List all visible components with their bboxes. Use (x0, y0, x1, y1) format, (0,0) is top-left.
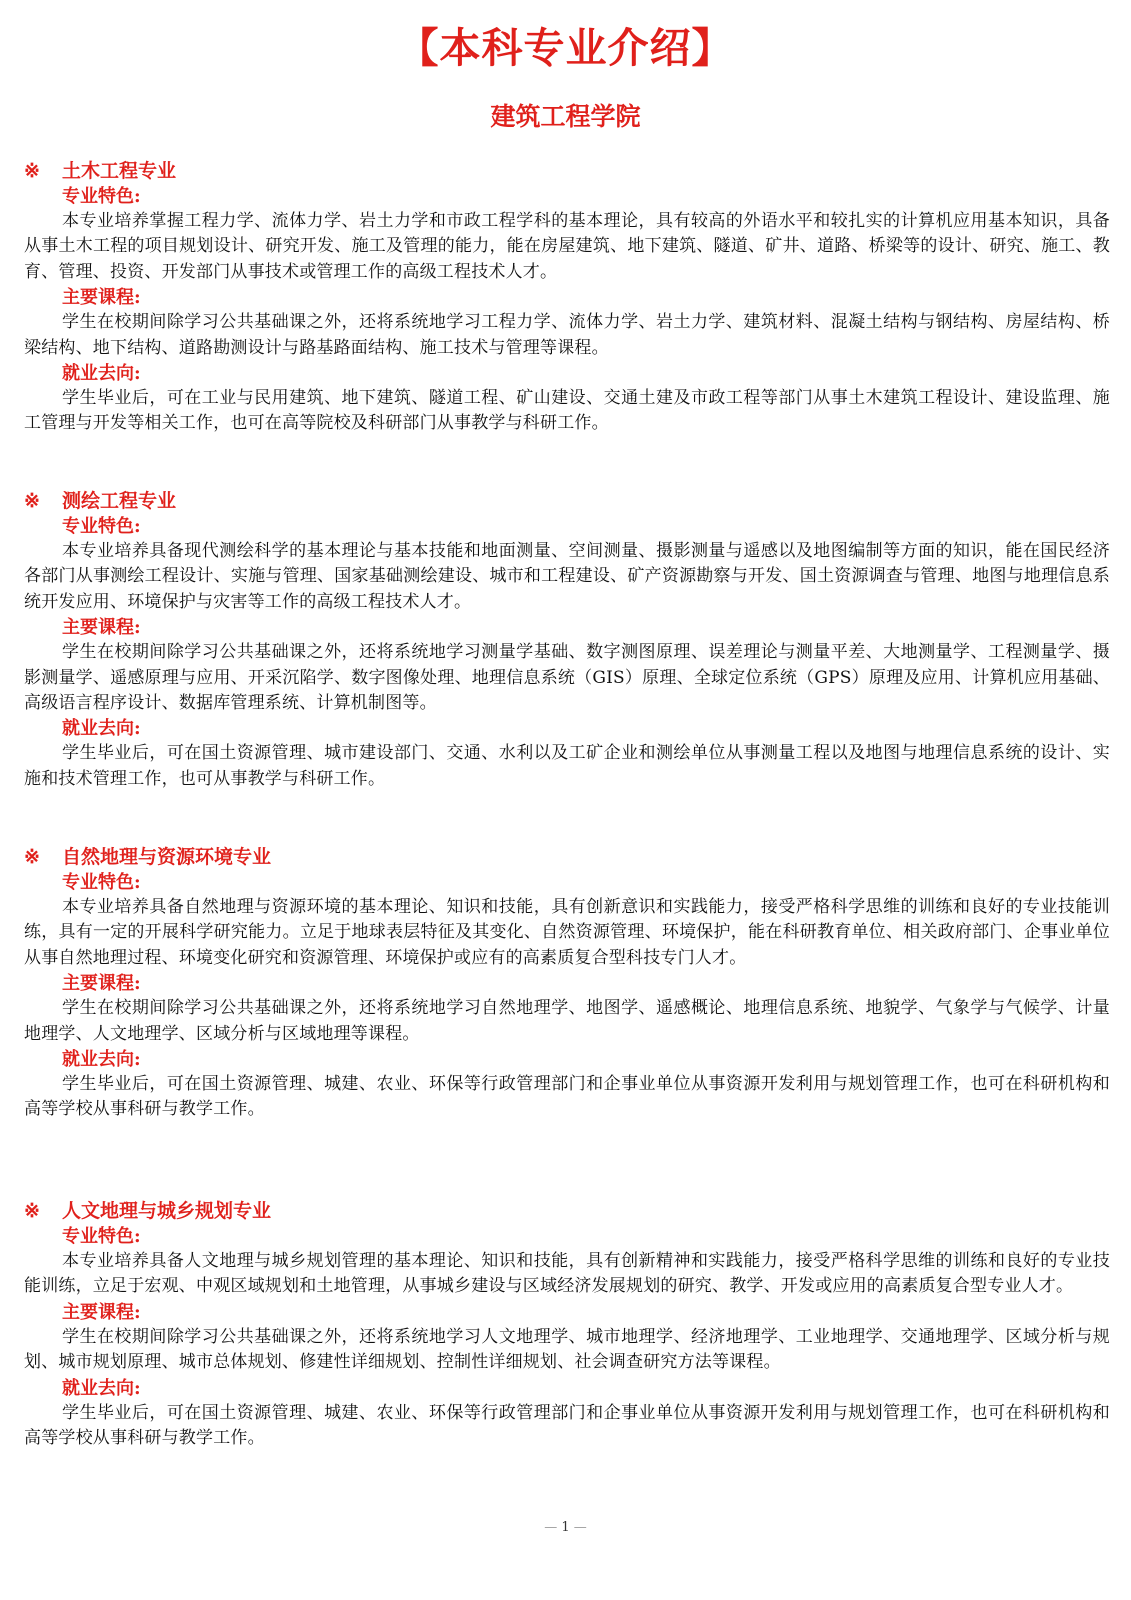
college-name: 建筑工程学院 (490, 102, 641, 131)
major-section-physical-geography (24, 845, 1110, 1123)
major-name: 测绘工程专业 (62, 490, 177, 512)
reference-mark-icon: ※ (24, 846, 40, 868)
career-text: 学生毕业后，可在国土资源管理、城建、农业、环保等行政管理部门和企事业单位从事资源开发利用与规划管理工作，也可在科研机构和高等学校从事科研与教学工作。 (24, 1074, 1110, 1120)
features-label: 专业特色: (62, 516, 141, 537)
page-number-dash-icon: — (544, 1520, 558, 1535)
major-section-civil-engineering (24, 159, 1110, 437)
major-section-surveying-engineering (24, 489, 1110, 792)
career-text: 学生毕业后，可在国土资源管理、城建、农业、环保等行政管理部门和企事业单位从事资源开发利用与规划管理工作，也可在科研机构和高等学校从事科研与教学工作。 (24, 1402, 1110, 1449)
major-section-human-geography (24, 1199, 1110, 1451)
reference-mark-icon: ※ (24, 160, 40, 182)
features-label: 专业特色: (62, 1226, 141, 1247)
features-text: 本专业培养具备现代测绘科学的基本理论与基本技能和地面测量、空间测量、摄影测量与遥感以及地图编制等方面的知识，能在国民经济各部门从事测绘工程设计、实施与管理、国家基础测绘建设、城市和工程建设、矿产资源勘察与开发、国土资源调查与管理、地图与地理信息系统开发应用、环境保护与灾害等工作的高级工程技术人才。 (24, 541, 1110, 612)
career-label: 就业去向: (62, 363, 141, 385)
page-number (0, 1519, 1131, 1537)
courses-text: 学生在校期间除学习公共基础课之外，还将系统地学习测量学基础、数字测图原理、误差理论与测量平差、大地测量学、工程测量学、摄影测量学、遥感原理与应用、开采沉陷学、数字图像处理、地理信息系统（GIS）原理、全球定位系统（GPS）原理及应用、计算机应用基础、高级语言程序设计、数据库管理系统、计算机制图等。 (24, 642, 1110, 714)
courses-label: 主要课程: (62, 617, 141, 639)
section-heading (24, 159, 1110, 184)
courses-text: 学生在校期间除学习公共基础课之外，还将系统地学习人文地理学、城市地理学、经济地理学、工业地理学、交通地理学、区域分析与规划、城市规划原理、城市总体规划、修建性详细规划、控制性详细规划、社会调查研究方法等课程。 (24, 1326, 1110, 1373)
features-text: 本专业培养具备人文地理与城乡规划管理的基本理论、知识和技能，具有创新精神和实践能力，接受严格科学思维的训练和良好的专业技能训练，立足于宏观、中观区域规划和土地管理，从事城乡建设与区域经济发展规划的研究、教学、开发或应用的高素质复合型专业人才。 (24, 1251, 1110, 1297)
major-name: 自然地理与资源环境专业 (62, 846, 272, 868)
career-label: 就业去向: (62, 1049, 141, 1071)
courses-text: 学生在校期间除学习公共基础课之外，还将系统地学习自然地理学、地图学、遥感概论、地理信息系统、地貌学、气象学与气候学、计量地理学、人文地理学、区域分析与区域地理等课程。 (24, 998, 1110, 1044)
reference-mark-icon: ※ (24, 490, 40, 512)
page-number-value: 1 (561, 1520, 570, 1535)
page-number-dash-icon: — (573, 1520, 587, 1535)
reference-mark-icon: ※ (24, 1200, 40, 1222)
courses-label: 主要课程: (62, 287, 141, 309)
document-title: 【本科专业介绍】 (397, 24, 734, 72)
major-name: 人文地理与城乡规划专业 (62, 1200, 272, 1222)
courses-label: 主要课程: (62, 973, 141, 995)
career-label: 就业去向: (62, 1377, 141, 1399)
features-text: 本专业培养掌握工程力学、流体力学、岩土力学和市政工程学科的基本理论，具有较高的外语水平和较扎实的计算机应用基本知识，具备从事土木工程的项目规划设计、研究开发、施工及管理的能力，能在房屋建筑、地下建筑、隧道、矿井、道路、桥梁等的设计、研究、施工、教育、管理、投资、开发部门从事技术或管理工作的高级工程技术人才。 (24, 211, 1110, 282)
career-label: 就业去向: (62, 718, 141, 740)
career-text: 学生毕业后，可在工业与民用建筑、地下建筑、隧道工程、矿山建设、交通土建及市政工程等部门从事土木建筑工程设计、建设监理、施工管理与开发等相关工作，也可在高等院校及科研部门从事教学与科研工作。 (24, 388, 1110, 434)
courses-label: 主要课程: (62, 1301, 141, 1323)
major-name: 土木工程专业 (62, 160, 177, 182)
features-text: 本专业培养具备自然地理与资源环境的基本理论、知识和技能，具有创新意识和实践能力，接受严格科学思维的训练和良好的专业技能训练，具有一定的开展科学研究能力。立足于地球表层特征及其变化、自然资源管理、环境保护，能在科研教育单位、相关政府部门、企事业单位从事自然地理过程、环境变化研究和资源管理、环境保护或应有的高素质复合型科技专门人才。 (24, 897, 1110, 968)
section-heading (24, 845, 1110, 870)
courses-text: 学生在校期间除学习公共基础课之外，还将系统地学习工程力学、流体力学、岩土力学、建筑材料、混凝土结构与钢结构、房屋结构、桥梁结构、地下结构、道路勘测设计与路基路面结构、施工技术与管理等课程。 (24, 312, 1110, 358)
features-label: 专业特色: (62, 186, 141, 207)
section-heading (24, 489, 1110, 514)
features-label: 专业特色: (62, 872, 141, 893)
section-heading (24, 1199, 1110, 1224)
career-text: 学生毕业后，可在国土资源管理、城市建设部门、交通、水利以及工矿企业和测绘单位从事测量工程以及地图与地理信息系统的设计、实施和技术管理工作，也可从事教学与科研工作。 (24, 743, 1110, 789)
